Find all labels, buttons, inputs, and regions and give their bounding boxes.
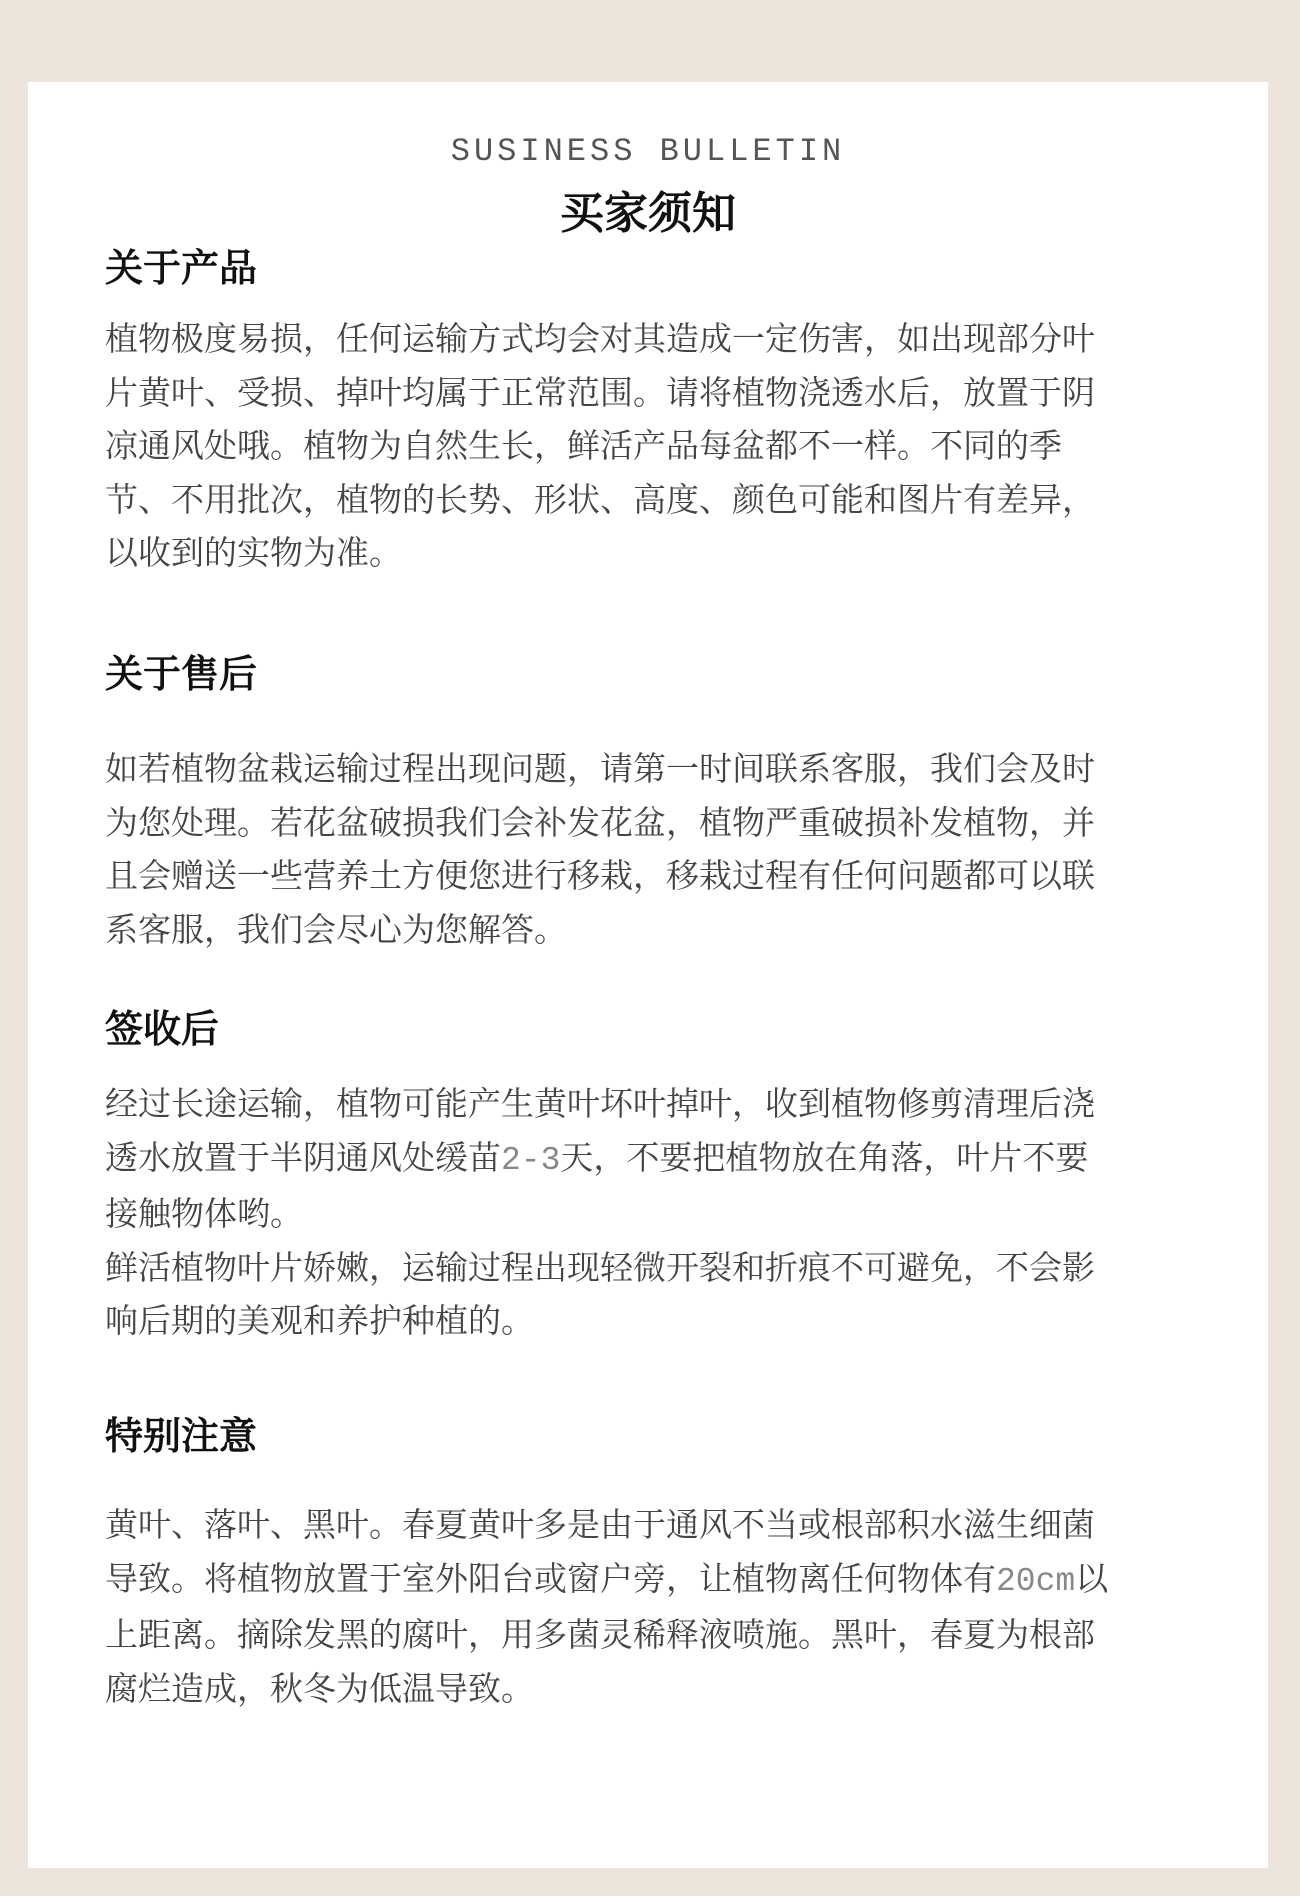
- page-title: 买家须知: [560, 188, 736, 239]
- section-body-special: [105, 1498, 1110, 1715]
- receipt-text-b: 天，不要把植物放在角落，叶片不要接触物体哟。: [105, 1137, 1089, 1233]
- section-title-after-sales: 关于售后: [105, 652, 258, 696]
- section-about-product: [105, 244, 1110, 580]
- section-special-notice: [105, 1412, 1110, 1715]
- section-after-receipt: [105, 1005, 1110, 1348]
- receipt-paragraph-2: 鲜活植物叶片娇嫩，运输过程出现轻微开裂和折痕不可避免，不会影响后期的美观和养护种植的。: [105, 1247, 1095, 1340]
- receipt-paragraph-1: [105, 1077, 1110, 1241]
- after-sales-paragraph: 如若植物盆栽运输过程出现问题，请第一时间联系客服，我们会及时为您处理。若花盆破损我们会补发花盆，植物严重破损补发植物，并且会赠送一些营养土方便您进行移栽，移栽过程有任何问题都可以联系客服，我们会尽心为您解答。: [105, 749, 1095, 949]
- section-title-receipt: 签收后: [105, 1007, 220, 1051]
- section-title-product: 关于产品: [105, 246, 258, 290]
- receipt-days-value: 2-3: [501, 1141, 561, 1179]
- special-paragraph: [105, 1498, 1110, 1715]
- section-body-product: [105, 312, 1110, 580]
- special-text-b: 以上距离。摘除发黑的腐叶，用多菌灵稀释液喷施。黑叶，春夏为根部腐烂造成，秋冬为低温导致。: [105, 1558, 1109, 1708]
- section-title-special: 特别注意: [105, 1414, 258, 1458]
- special-text-a: 黄叶、落叶、黑叶。春夏黄叶多是由于通风不当或根部积水滋生细菌导致。将植物放置于室外阳台或窗户旁，让植物离任何物体有: [105, 1505, 1095, 1598]
- product-paragraph: 植物极度易损，任何运输方式均会对其造成一定伤害，如出现部分叶片黄叶、受损、掉叶均属于正常范围。请将植物浇透水后，放置于阴凉通风处哦。植物为自然生长，鲜活产品每盆都不一样。不同的季节、不用批次，植物的长势、形状、高度、颜色可能和图片有差异，以收到的实物为准。: [105, 319, 1095, 572]
- special-distance-value: 20cm: [996, 1562, 1076, 1600]
- section-body-after-sales: [105, 742, 1110, 956]
- section-after-sales: [105, 650, 1110, 956]
- header-subtitle: SUSINESS BULLETIN: [450, 133, 846, 170]
- receipt-text-a: 经过长途运输，植物可能产生黄叶坏叶掉叶，收到植物修剪清理后浇透水放置于半阴通风处缓苗: [105, 1084, 1095, 1177]
- section-body-receipt: [105, 1077, 1110, 1348]
